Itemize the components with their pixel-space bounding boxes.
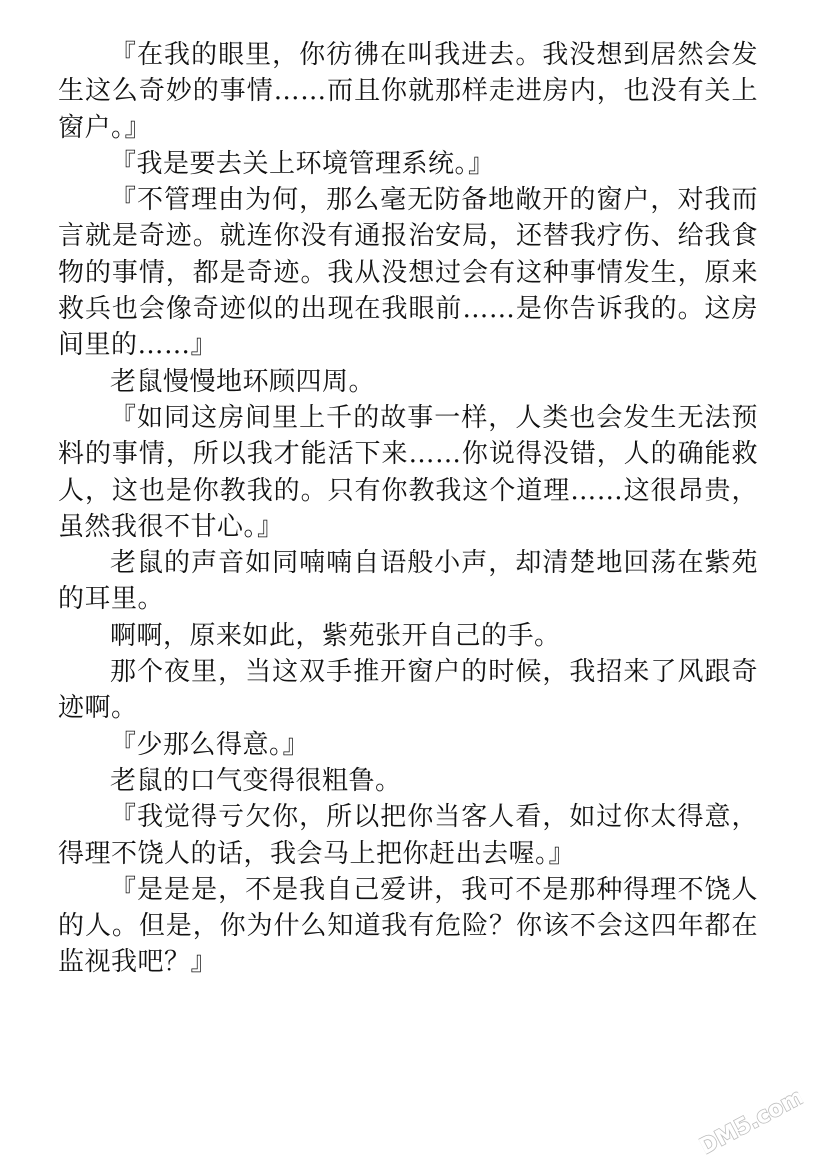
paragraph-6: 老鼠的声音如同喃喃自语般小声，却清楚地回荡在紫苑的耳里。 — [58, 548, 758, 615]
dm5-watermark-logo — [688, 1069, 813, 1173]
watermark-text: DM5.com — [695, 1084, 809, 1161]
paragraph-2: 『我是要去关上环境管理系统。』 — [110, 148, 495, 179]
paragraph-4: 老鼠慢慢地环顾四周。 — [110, 366, 376, 397]
paragraph-10: 老鼠的口气变得很粗鲁。 — [110, 765, 402, 796]
paragraph-3: 『不管理由为何，那么毫无防备地敞开的窗户，对我而言就是奇迹。就连你没有通报治安局，还替我疗伤、给我食物的事情，都是奇迹。我从没想过会有这种事情发生，原来救兵也会像奇迹似的出现在我眼前……是你告诉我的。这房间里的……』 — [58, 185, 758, 361]
paragraph-7: 啊啊，原来如此，紫苑张开自己的手。 — [110, 620, 561, 651]
paragraph-8: 那个夜里，当这双手推开窗户的时候，我招来了风跟奇迹啊。 — [58, 657, 758, 724]
paragraph-12: 『是是是，不是我自己爱讲，我可不是那种得理不饶人的人。但是，你为什么知道我有危险？你该不会这四年都在监视我吧？』 — [58, 874, 758, 978]
paragraph-9: 『少那么得意。』 — [110, 729, 310, 760]
paragraph-11: 『我觉得亏欠你，所以把你当客人看，如过你太得意，得理不饶人的话，我会马上把你赶出去喔。』 — [58, 802, 758, 869]
page-text — [58, 37, 758, 981]
paragraph-1: 『在我的眼里，你彷彿在叫我进去。我没想到居然会发生这么奇妙的事情……而且你就那样走进房内，也没有关上窗户。』 — [58, 40, 758, 143]
paragraph-5: 『如同这房间里上千的故事一样，人类也会发生无法预料的事情，所以我才能活下来……你说得没错，人的确能救人，这也是你教我的。只有你教我这个道理……这很昂贵，虽然我很不甘心。』 — [58, 402, 758, 542]
